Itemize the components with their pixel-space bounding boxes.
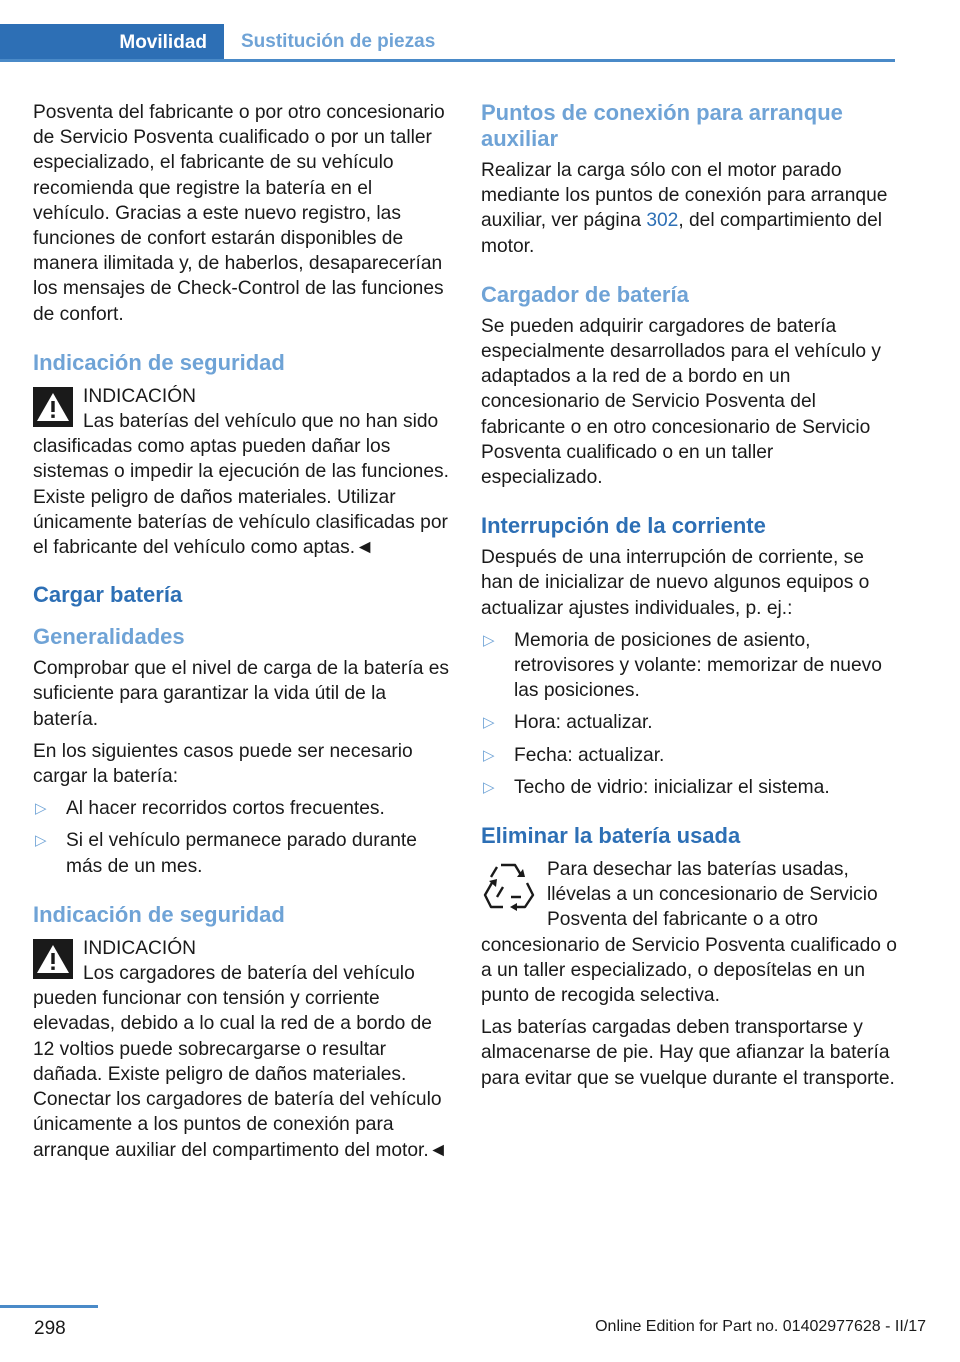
heading-generalidades: Generalidades [33,624,185,650]
heading-safety-2: Indicación de seguridad [33,901,285,927]
dispose-paragraph-1: Para desechar las baterías usadas, llévelas a un concesionario de Servicio Posventa del fabricante o a otro concesionario de Servicio Posventa cualificado o a un taller especializado, o deposítelas en un punto de recogida selectiva. [481,859,897,1007]
triangle-right-icon: ▷ [483,746,495,764]
intro-paragraph: Posventa del fabricante o por otro concesionario de Servicio Posventa cualificado o por un taller especializado, el fabricante de su vehículo recomienda que registre la batería en el vehículo. Gracias a este nuevo registro, las funciones de confort estarán disponibles de manera ilimitada y, de haberlos, desaparecerían los mensajes de Check-Control de las funciones de confort. [33,102,445,325]
triangle-right-icon: ▷ [483,778,495,796]
edition-note: Online Edition for Part no. 01402977628 - II/17 [595,1318,926,1335]
warning-block-1 [33,384,451,560]
list-item: ▷ Memoria de posiciones de asiento, retrovisores y volante: memorizar de nuevo las posiciones. [483,629,882,702]
dispose-block [481,857,897,1008]
warning-label-2: INDICACIÓN [83,937,196,959]
heading-interrupcion-corriente: Interrupción de la corriente [481,513,766,539]
charger-paragraph: Se pueden adquirir cargadores de batería especialmente desarrollados para el vehículo y adaptados a la red de a bordo en un concesionario de Servicio Posventa del fabricante o en otro concesionario de Servicio Posventa cualificado o en un taller especializado. [481,315,881,489]
triangle-right-icon: ▷ [483,714,495,732]
triangle-right-icon: ▷ [483,631,495,649]
charge-conditions-list [33,796,451,879]
heading-cargador-bateria: Cargador de batería [481,281,689,307]
heading-puntos-conexion: Puntos de conexión para arranque auxiliar [481,100,843,151]
heading-eliminar-bateria: Eliminar la batería usada [481,823,741,849]
warning-text-1: Las baterías del vehículo que no han sido clasificadas como aptas pueden dañar los sistemas o impedir la ejecución de las funciones. Existe peligro de daños materiales. Utilizar únicamente baterías de vehículo clasificadas por el fabricante del vehículo como aptas.◄ [33,411,449,559]
list-item: ▷ Fecha: actualizar. [481,743,897,768]
warning-triangle-icon [33,939,73,979]
footer-rule [0,1305,98,1308]
triangle-right-icon: ▷ [35,832,47,850]
left-column [33,100,451,1163]
general-paragraph-2: En los siguientes casos puede ser necesario cargar la batería: [33,740,413,788]
list-item: ▷ Techo de vidrio: inicializar el sistema. [481,775,897,800]
triangle-right-icon: ▷ [35,800,47,818]
warning-block-2 [33,936,451,1163]
dispose-paragraph-2: Las baterías cargadas deben transportarse y almacenarse de pie. Hay que afianzar la batería para evitar que se vuelque durante el transporte. [481,1017,895,1089]
list-item: ▷ Al hacer recorridos cortos frecuentes. [33,796,451,821]
warning-triangle-icon [33,387,73,427]
heading-cargar-bateria: Cargar batería [33,582,183,608]
header-tabs [0,24,895,62]
header-rule [0,59,895,62]
recycle-icon [481,859,535,913]
general-paragraph-1: Comprobar que el nivel de carga de la batería es suficiente para garantizar la vida útil de la batería. [33,658,449,730]
reset-items-list [481,628,897,800]
warning-label-1: INDICACIÓN [83,385,196,407]
heading-safety-1: Indicación de seguridad [33,349,285,375]
tab-sustitucion-de-piezas[interactable]: Sustitución de piezas [241,30,436,52]
jump-paragraph: Realizar la carga sólo con el motor parado mediante los puntos de conexión para arranque auxiliar, ver página 302, del compartimiento del motor. [481,160,888,257]
right-column [481,100,897,1098]
list-item: ▷ Si el vehículo permanece parado durante más de un mes. [35,830,417,877]
warning-text-2: Los cargadores de batería del vehículo pueden funcionar con tensión y corriente elevadas, debido a lo cual la red de a bordo de 12 voltios puede sobrecargarse o resultar dañada. Existe peligro de daños materiales. Conectar los cargadores de batería del vehículo únicamente a los puntos de conexión para arranque auxiliar del compartimento del motor.◄ [33,963,448,1161]
tab-movilidad[interactable]: Movilidad [0,24,224,62]
page-number: 298 [34,1318,66,1339]
list-item: ▷ Hora: actualizar. [481,710,897,735]
page-link[interactable]: 302 [646,210,679,232]
power-paragraph: Después de una interrupción de corriente, se han de inicializar de nuevo algunos equipos o actualizar ajustes individuales, p. ej.: [481,547,870,619]
